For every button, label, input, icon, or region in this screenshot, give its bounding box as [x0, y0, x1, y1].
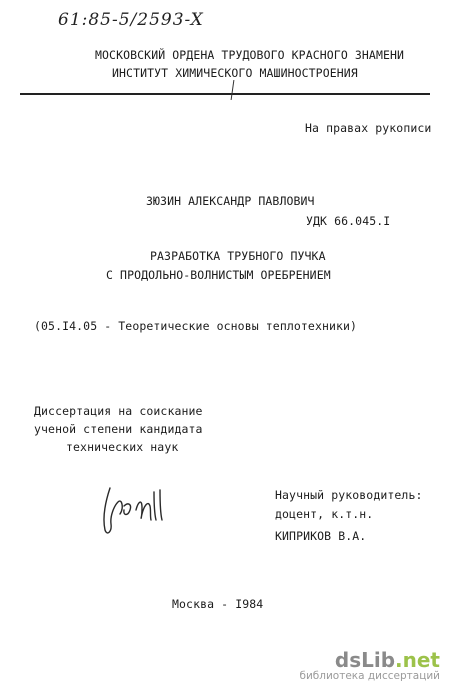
watermark-subtitle: библиотека диссертаций: [299, 670, 440, 682]
dslib-watermark[interactable]: [299, 648, 440, 682]
manuscript-note: На правах рукописи: [305, 121, 432, 135]
supervisor-line-2: доцент, к.т.н.: [275, 507, 374, 521]
signature-stroke-1: [104, 488, 122, 533]
institution-line-2: ИНСТИТУТ ХИМИЧЕСКОГО МАШИНОСТРОЕНИЯ: [112, 66, 358, 80]
supervisor-line-1: Научный руководитель:: [275, 488, 423, 502]
logo-main: dsLib: [334, 648, 396, 672]
degree-line-2: ученой степени кандидата: [34, 422, 203, 436]
signature-stroke-4: [154, 490, 162, 520]
signature-stroke-3: [136, 502, 151, 520]
title-line-2: С ПРОДОЛЬНО-ВОЛНИСТЫМ ОРЕБРЕНИЕМ: [106, 268, 331, 282]
author-name: ЗЮЗИН АЛЕКСАНДР ПАВЛОВИЧ: [146, 194, 315, 208]
supervisor-line-3: КИПРИКОВ В.А.: [275, 529, 367, 543]
place-and-year: Москва - I984: [172, 597, 264, 611]
signature-stroke-2: [124, 504, 131, 515]
degree-line-1: Диссертация на соискание: [34, 404, 203, 418]
specialty-code: (05.I4.05 - Теоретические основы теплотехники): [34, 319, 358, 333]
institution-line-1: МОСКОВСКИЙ ОРДЕНА ТРУДОВОГО КРАСНОГО ЗНАМЕНИ: [95, 48, 405, 62]
archive-number: 61:85-5/2593-X: [58, 10, 204, 30]
header-rule: [20, 93, 430, 95]
pen-tick-mark: [231, 80, 235, 100]
degree-line-3: технических наук: [66, 440, 179, 454]
title-line-1: РАЗРАБОТКА ТРУБНОГО ПУЧКА: [150, 249, 326, 263]
logo-tld: .net: [395, 648, 440, 672]
handwritten-signature: [96, 480, 176, 540]
dslib-logo: [299, 648, 440, 672]
udk-code: УДК 66.045.I: [306, 214, 391, 228]
